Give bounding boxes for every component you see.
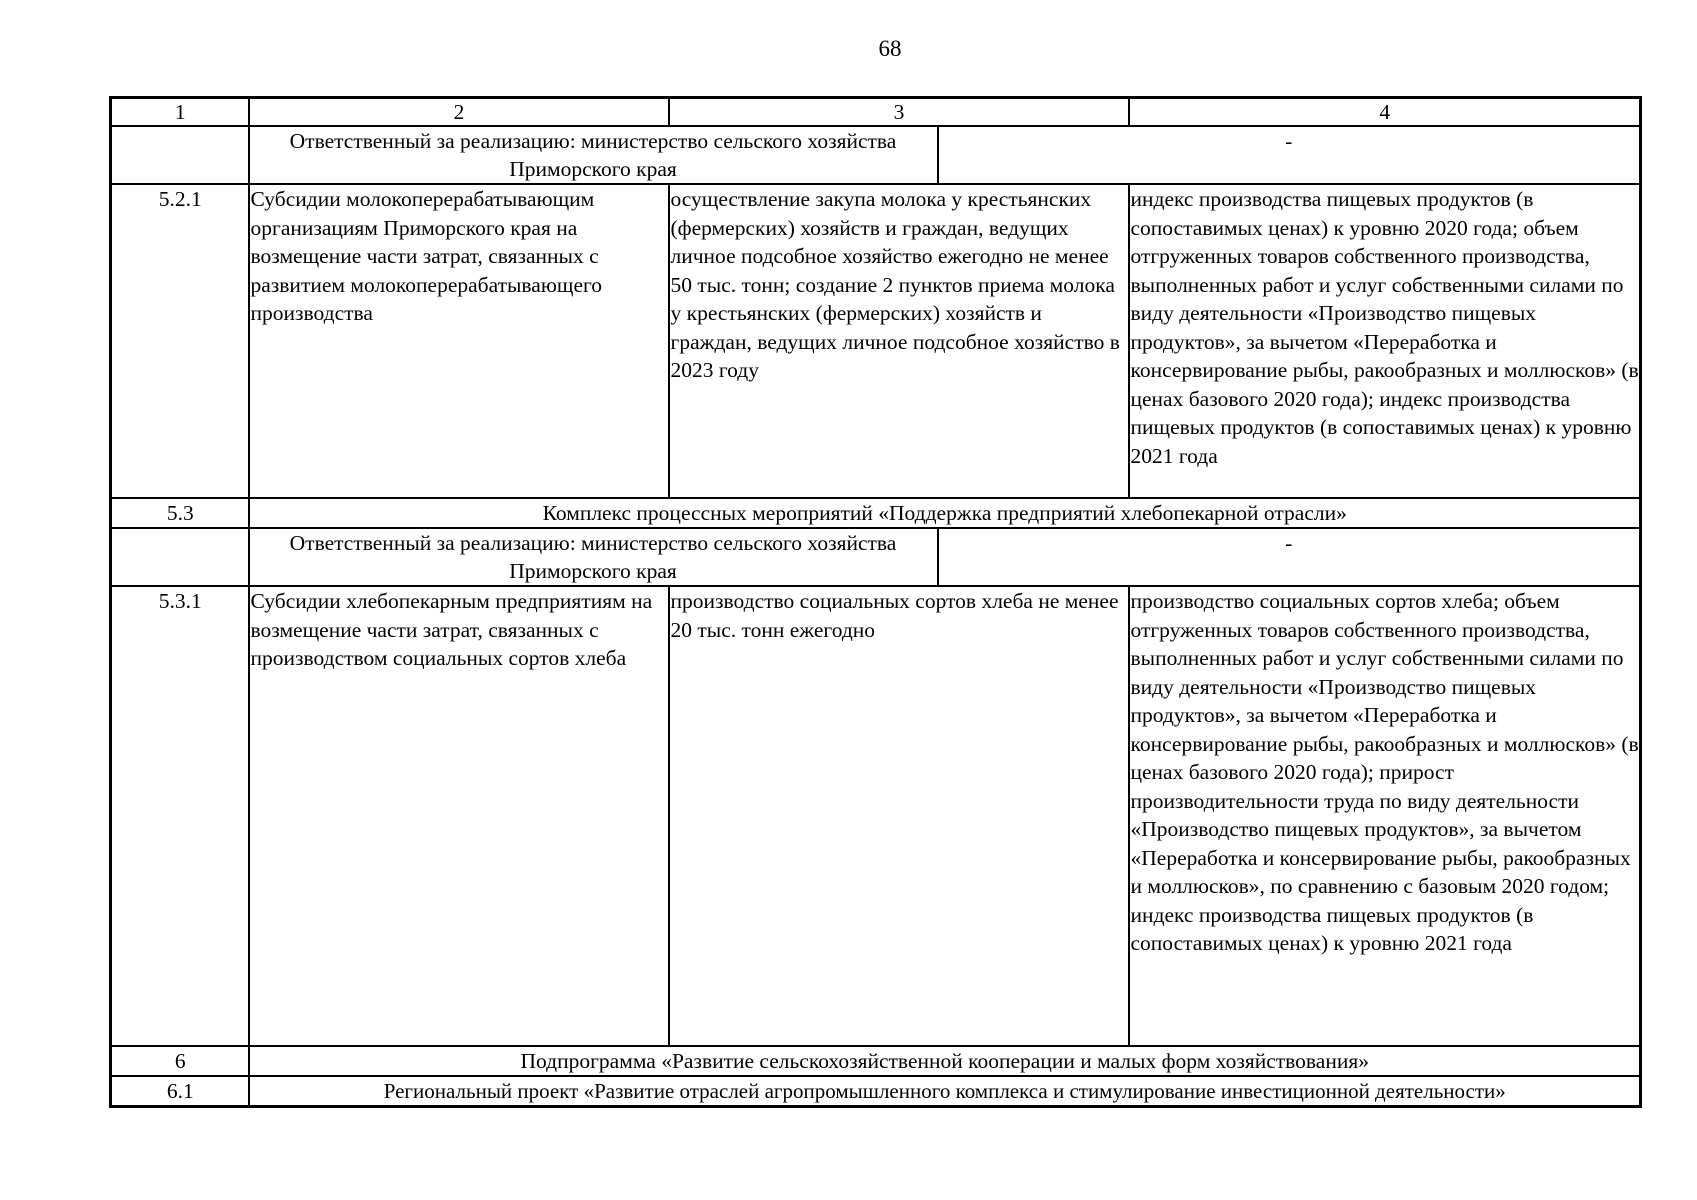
table-header-row <box>111 98 1641 127</box>
section-row <box>111 1076 1641 1107</box>
empty-num-cell <box>111 528 249 586</box>
row-number: 5.3.1 <box>111 586 249 1046</box>
responsible-row <box>111 528 1641 586</box>
section-number: 6 <box>111 1046 249 1076</box>
table-row <box>111 586 1641 1046</box>
page-number: 68 <box>878 36 902 61</box>
header-cell-4: 4 <box>1129 98 1641 127</box>
responsible-row <box>111 126 1641 184</box>
section-row <box>111 498 1641 528</box>
section-row <box>111 1046 1641 1076</box>
measure-name: Субсидии молокоперерабатывающим организациям Приморского края на возмещение части затрат, связанных с развитием молокоперерабатывающего производства <box>249 184 669 498</box>
dash-cell: - <box>1285 531 1293 555</box>
measures-table <box>109 96 1642 1108</box>
measure-indicators: производство социальных сортов хлеба; объем отгруженных товаров собственного производства, выполненных работ и услуг собственными силами по виду деятельности «Производство пищевых продуктов», за вычетом «Переработка и консервирование рыбы, ракообразных и моллюсков» (в ценах базового 2020 года); прирост производительности труда по виду деятельности «Производство пищевых продуктов», за вычетом «Переработка и консервирование рыбы, ракообразных и моллюсков», по сравнению с базовым 2020 годом; индекс производства пищевых продуктов (в сопоставимых ценах) к уровню 2021 года <box>1129 586 1641 1046</box>
measure-name: Субсидии хлебопекарным предприятиям на возмещение части затрат, связанных с производством социальных сортов хлеба <box>249 586 669 1046</box>
section-title: Подпрограмма «Развитие сельскохозяйственной кооперации и малых форм хозяйствования» <box>249 1046 1641 1076</box>
header-cell-1: 1 <box>111 98 249 127</box>
responsible-text: Ответственный за реализацию: министерство сельского хозяйства Приморского края <box>250 127 939 183</box>
dash-cell: - <box>1285 129 1293 153</box>
section-number: 5.3 <box>111 498 249 528</box>
empty-num-cell <box>111 126 249 184</box>
section-title: Региональный проект «Развитие отраслей агропромышленного комплекса и стимулирование инвестиционной деятельности» <box>249 1076 1641 1107</box>
section-number: 6.1 <box>111 1076 249 1107</box>
measure-indicators: индекс производства пищевых продуктов (в сопоставимых ценах) к уровню 2020 года; объем отгруженных товаров собственного производства, выполненных работ и услуг собственными силами по виду деятельности «Производство пищевых продуктов», за вычетом «Переработка и консервирование рыбы, ракообразных и моллюсков» (в ценах базового 2020 года); индекс производства пищевых продуктов (в сопоставимых ценах) к уровню 2021 года <box>1129 184 1641 498</box>
table-row <box>111 184 1641 498</box>
measure-result: осуществление закупа молока у крестьянских (фермерских) хозяйств и граждан, ведущих личное подсобное хозяйство ежегодно не менее 50 тыс. тонн; создание 2 пунктов приема молока у крестьянских (фермерских) хозяйств и граждан, ведущих личное подсобное хозяйство в 2023 году <box>669 184 1129 498</box>
section-title: Комплекс процессных мероприятий «Поддержка предприятий хлебопекарной отрасли» <box>249 498 1641 528</box>
measure-result: производство социальных сортов хлеба не менее 20 тыс. тонн ежегодно <box>669 586 1129 1046</box>
responsible-text: Ответственный за реализацию: министерство сельского хозяйства Приморского края <box>250 529 939 585</box>
header-cell-2: 2 <box>249 98 669 127</box>
row-number: 5.2.1 <box>111 184 249 498</box>
header-cell-3: 3 <box>669 98 1129 127</box>
